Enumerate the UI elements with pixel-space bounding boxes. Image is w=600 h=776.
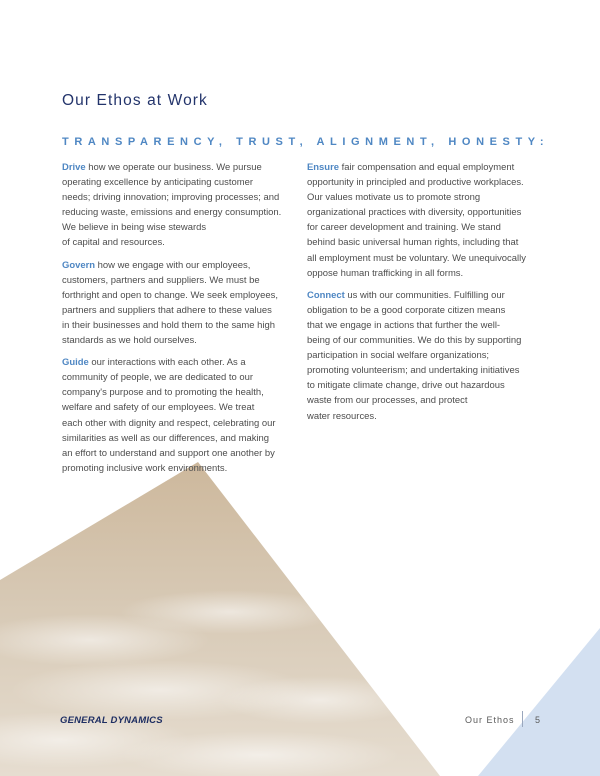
cloud-texture	[0, 590, 420, 776]
paragraph-guide: Guide our interactions with each other. As a community of people, we are dedicated to our company's purpose and to promoting the health, welfare and safety of our employees. We treat each other with dignity and respect, celebrating our similarities as well as our differences, and making an effort to understand and support one another by promoting inclusive work environments.	[62, 357, 276, 474]
values-heading: TRANSPARENCY, TRUST, ALIGNMENT, HONESTY:	[62, 136, 550, 148]
paragraph-connect: Connect us with our communities. Fulfilling our obligation to be a good corporate citizen means that we engage in actions that further the well- being of our communities. We do this by supporting participation in social welfare organizations; promoting volunteerism; and undertaking initiatives to mitigate climate change, drive out hazardous waste from our processes, and protect water resources.	[307, 289, 522, 422]
keyword-drive: Drive	[62, 162, 86, 173]
keyword-ensure: Ensure	[307, 162, 339, 173]
keyword-govern: Govern	[62, 259, 96, 271]
keyword-guide: Guide	[62, 357, 89, 369]
paragraph-govern: Govern how we engage with our employees, customers, partners and suppliers. We must be forthright and open to change. We seek employees, partners and suppliers that adhere to these values in their businesses and hold them to the same high standards as we hold ourselves.	[62, 259, 278, 347]
right-column	[307, 160, 547, 431]
footer-section-label: Our Ethos	[465, 715, 515, 725]
page-number: 5	[535, 715, 541, 725]
blue-triangle-shape	[478, 628, 600, 776]
page-title: Our Ethos at Work	[62, 92, 208, 109]
paragraph-drive: Drive how we operate our business. We pursue operating excellence by anticipating customer needs; driving innovation; improving processes; and reducing waste, emissions and energy consumption. We believe in being wise stewards of capital and resources.	[62, 162, 282, 249]
left-column	[62, 160, 298, 483]
paragraph-ensure: Ensure fair compensation and equal employment opportunity in principled and productive workplaces. Our values motivate us to promote strong organizational practices with diversity, opportunities for career development and training. We stand behind basic universal human rights, including that all employment must be voluntary. We unequivocally oppose human trafficking in all forms.	[307, 162, 526, 279]
footer-divider	[522, 711, 523, 727]
general-dynamics-logo: GENERAL DYNAMICS	[60, 715, 163, 726]
keyword-connect: Connect	[307, 289, 345, 301]
